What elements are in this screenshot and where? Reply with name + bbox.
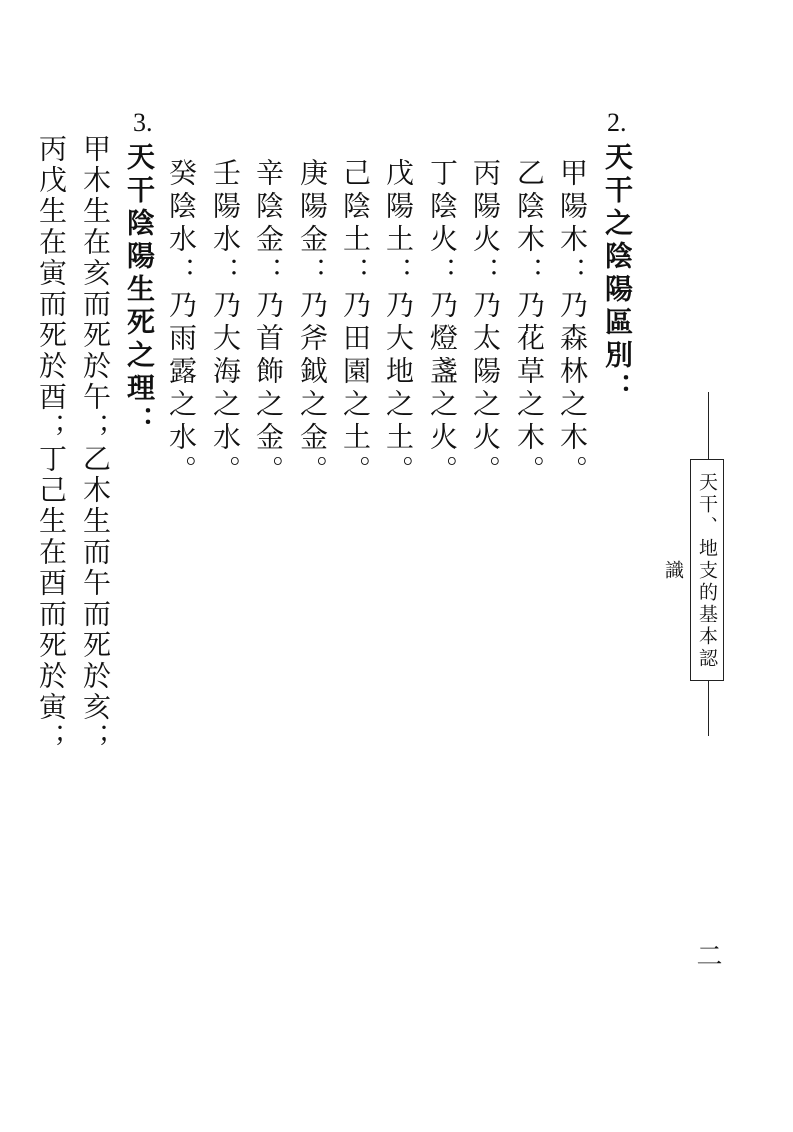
- section2-line: 戊陽土：乃大地之土。: [382, 158, 415, 488]
- section3-line: 丙戊生在寅而死於酉；丁己生在酉而死於寅；: [35, 134, 68, 754]
- running-head-line-top: [708, 392, 709, 459]
- section2-line: 己陰土：乃田園之土。: [339, 158, 372, 488]
- section2-line: 丙陽火：乃太陽之火。: [469, 158, 502, 488]
- section2-line: 丁陰火：乃燈盞之火。: [426, 158, 459, 488]
- section3-heading: 天干陰陽生死之理：: [123, 142, 156, 439]
- section2-line: 庚陽金：乃斧鉞之金。: [296, 158, 329, 488]
- section2-line: 壬陽水：乃大海之水。: [209, 158, 242, 488]
- page-number: 二: [692, 942, 722, 968]
- section2-line: 甲陽木：乃森林之木。: [556, 158, 589, 488]
- section2-line: 辛陰金：乃首飾之金。: [252, 158, 285, 488]
- section2-line: 癸陰水：乃雨露之水。: [165, 158, 198, 488]
- section3-line: 甲木生在亥而死於午；乙木生而午而死於亥；: [79, 134, 112, 754]
- running-head-line-bottom: [708, 681, 709, 736]
- section2-heading: 天干之陰陽區別：: [601, 142, 634, 406]
- section2-number: 2.: [607, 108, 627, 137]
- section2-line: 乙陰木：乃花草之木。: [513, 158, 546, 488]
- section3-number: 3.: [133, 108, 153, 137]
- running-head: 天干、地支的基本認識: [662, 472, 718, 670]
